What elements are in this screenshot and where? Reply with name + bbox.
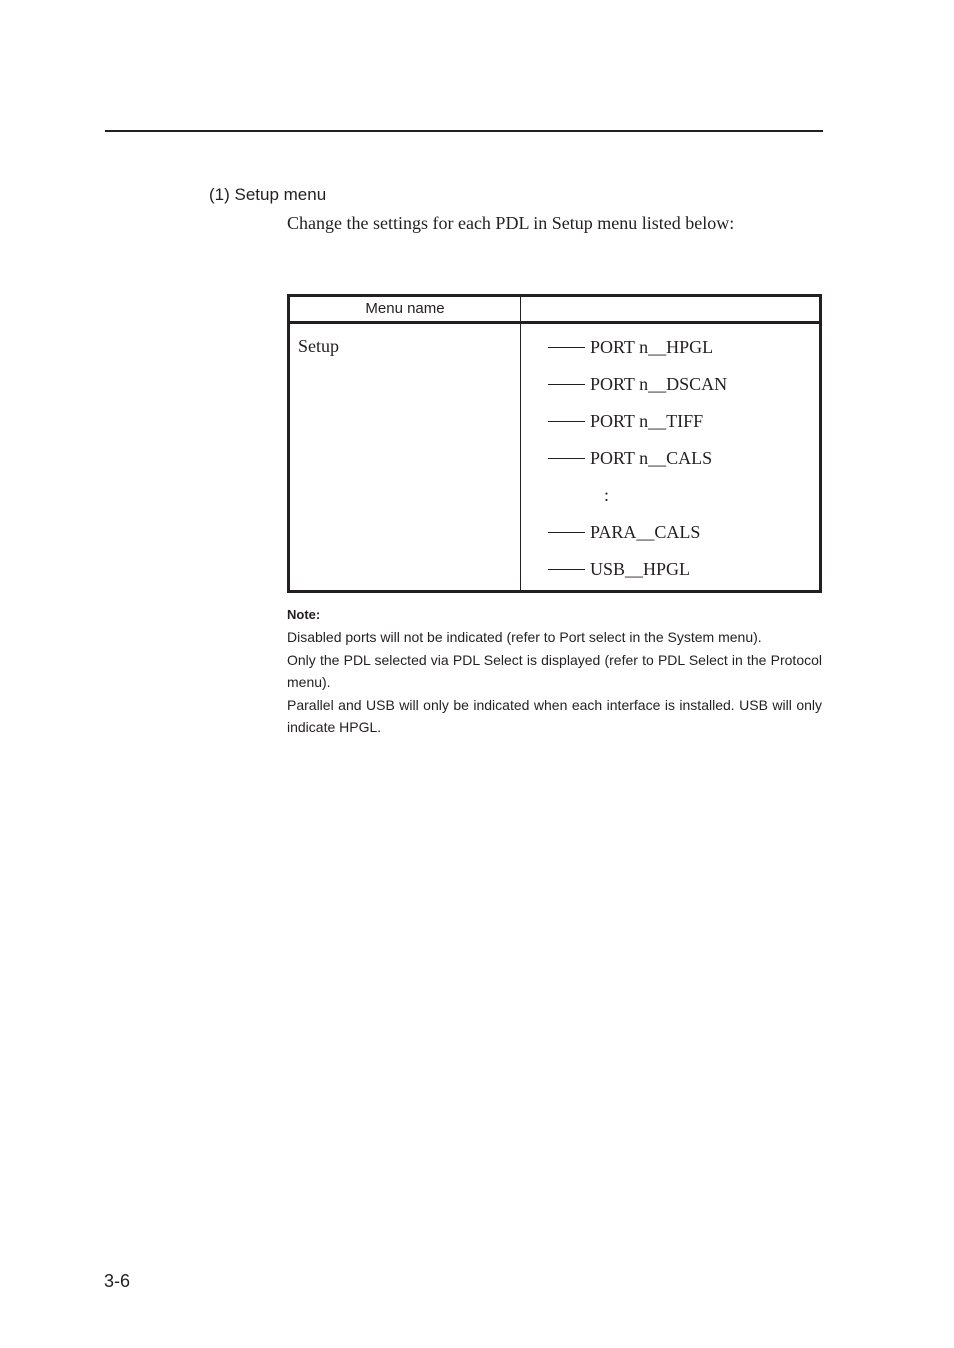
page-number: 3-6 (104, 1271, 131, 1291)
menu-item-label: PORT n__DSCAN (590, 374, 728, 394)
note-line: Disabled ports will not be indicated (refer to Port select in the System menu). (287, 629, 762, 646)
branch-line (548, 569, 585, 570)
branch-line (548, 384, 585, 385)
menu-item-label: PARA__CALS (590, 522, 701, 542)
menu-item (548, 336, 727, 373)
header-divider (290, 321, 819, 324)
menu-item (548, 373, 727, 410)
branch-line (548, 421, 585, 422)
section-heading: (1) Setup menu (209, 185, 327, 204)
menu-name-header: Menu name (365, 300, 445, 317)
branch-line (548, 458, 585, 459)
menu-ellipsis (548, 484, 727, 521)
intro-text: Change the settings for each PDL in Setup menu listed below: (287, 213, 735, 233)
note-title: Note: (287, 607, 321, 622)
menu-item (548, 447, 727, 484)
menu-item (548, 521, 727, 558)
branch-line (548, 532, 585, 533)
menu-item (548, 410, 727, 447)
branch-line (548, 347, 585, 348)
ellipsis-mark: : (604, 485, 610, 505)
menu-table (287, 294, 822, 593)
header-rule (105, 130, 823, 132)
menu-name-cell: Setup (298, 336, 340, 356)
menu-item (548, 558, 727, 595)
menu-item-list (548, 336, 727, 595)
menu-item-label: PORT n__CALS (590, 448, 713, 468)
menu-item-label: PORT n__TIFF (590, 411, 704, 431)
menu-item-label: USB__HPGL (590, 559, 691, 579)
note-line: Only the PDL selected via PDL Select is displayed (refer to PDL Select in the Protocol menu). (287, 651, 822, 691)
menu-item-label: PORT n__HPGL (590, 337, 714, 357)
column-divider (520, 297, 521, 590)
note-block (287, 604, 822, 738)
note-line: Parallel and USB will only be indicated when each interface is installed. USB will only indicate HPGL. (287, 696, 822, 736)
